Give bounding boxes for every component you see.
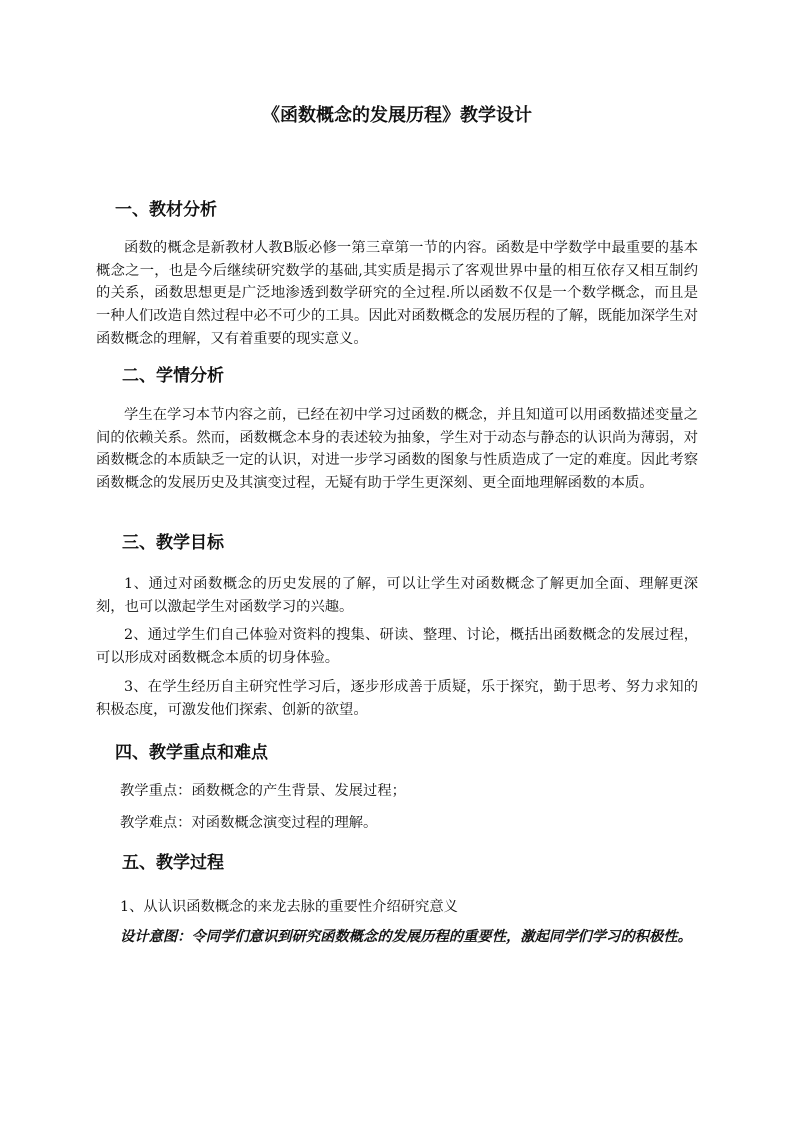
section-heading-student-analysis: 二、学情分析: [122, 366, 224, 386]
key-point-line: 教学重点：函数概念的产生背景、发展过程；: [120, 783, 406, 799]
document-title: 《函数概念的发展历程》教学设计: [262, 105, 532, 126]
section-heading-textbook-analysis: 一、教材分析: [115, 200, 217, 220]
paragraph-goal-2: 2、通过学生们自己体验对资料的搜集、研读、整理、讨论，概括出函数概念的发展过程，可以形成对函数概念本质的切身体验。: [96, 627, 698, 666]
section-heading-key-points: 四、教学重点和难点: [115, 743, 268, 763]
paragraph-textbook-analysis: 函数的概念是新教材人教B版必修一第三章第一节的内容。函数是中学数学中最重要的基本概念之一，也是今后继续研究数学的基础,其实质是揭示了客观世界中量的相互依存又相互制约的关系，函数思想更是广泛地渗透到数学研究的全过程.所以函数不仅是一个数学概念，而且是一种人们改造自然过程中必不可少的工具。因此对函数概念的发展历程的了解，既能加深学生对函数概念的理解，又有着重要的现实意义。: [96, 240, 698, 347]
paragraph-goal-1: 1、通过对函数概念的历史发展的了解，可以让学生对函数概念了解更加全面、理解更深刻，也可以激起学生对函数学习的兴趣。: [96, 576, 698, 615]
design-intent-note: 设计意图：令同学们意识到研究函数概念的发展历程的重要性，激起同学们学习的积极性。: [120, 929, 692, 945]
process-step-1: 1、从认识函数概念的来龙去脉的重要性介绍研究意义: [120, 899, 458, 915]
section-heading-teaching-goals: 三、教学目标: [122, 533, 224, 553]
paragraph-goal-3: 3、在学生经历自主研究性学习后，逐步形成善于质疑，乐于探究，勤于思考、努力求知的积极态度，可激发他们探索、创新的欲望。: [96, 679, 698, 718]
paragraph-student-analysis: 学生在学习本节内容之前，已经在初中学习过函数的概念，并且知道可以用函数描述变量之间的依赖关系。然而，函数概念本身的表述较为抽象，学生对于动态与静态的认识尚为薄弱，对函数概念的本质缺乏一定的认识，对进一步学习函数的图象与性质造成了一定的难度。因此考察函数概念的发展历史及其演变过程，无疑有助于学生更深刻、更全面地理解函数的本质。: [96, 407, 698, 492]
section-heading-teaching-process: 五、教学过程: [122, 853, 224, 873]
difficulty-line: 教学难点：对函数概念演变过程的理解。: [120, 815, 378, 831]
